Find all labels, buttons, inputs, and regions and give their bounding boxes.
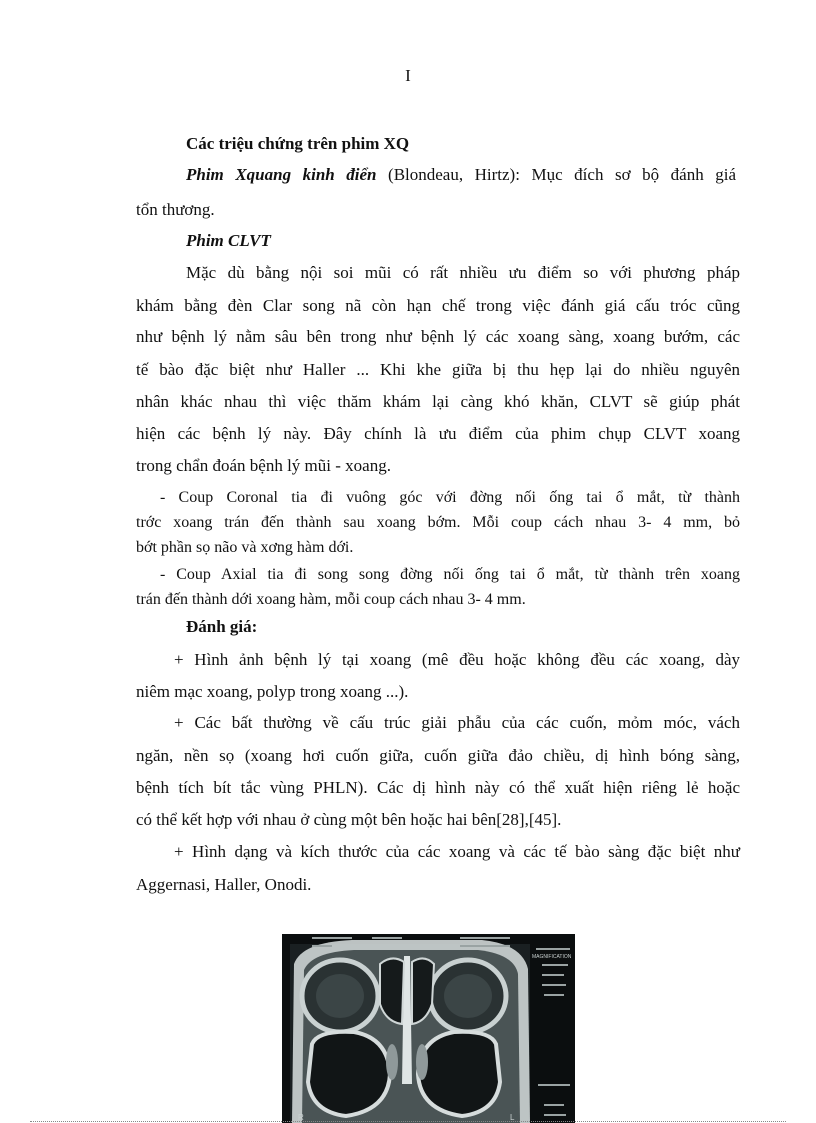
classic-xray-line	[186, 165, 736, 185]
paragraph-line: nhân khác nhau thì việc thăm khám lại càng khó khăn, CLVT sẽ giúp phát	[136, 392, 740, 411]
paragraph-line: tế bào đặc biệt như Haller ... Khi khe giữa bị thu hẹp lại do nhiều nguyên	[136, 360, 740, 379]
evaluation-line: bệnh tích bít tắc vùng PHLN). Các dị hình này có thể xuất hiện riêng lẻ hoặc	[136, 778, 740, 797]
paragraph-line: Mặc dù bằng nội soi mũi có rất nhiều ưu điểm so với phương pháp	[186, 263, 740, 282]
axial-line: - Coup Axial tia đi song song đờng nối ống tai ổ mắt, từ thành trên xoang	[160, 566, 740, 583]
ct-side-left-label: L	[510, 1113, 515, 1122]
ct-scan-image	[282, 934, 575, 1123]
section-heading: Các triệu chứng trên phim XQ	[186, 134, 410, 153]
paragraph-line: khám bằng đèn Clar song nã còn hạn chế trong việc đánh giá cấu tróc cũng	[136, 296, 740, 315]
classic-xray-text: (Blondeau, Hirtz): Mục đích sơ bộ đánh giá	[376, 165, 736, 184]
classic-xray-label: Phim Xquang kinh điển	[186, 165, 377, 184]
right-maxillary-sinus	[308, 1032, 390, 1116]
paragraph-line: trong chẩn đoán bệnh lý mũi - xoang.	[136, 456, 391, 475]
ct-side-right-label: R	[298, 1113, 304, 1122]
page-number: I	[405, 66, 411, 85]
coronal-line: - Coup Coronal tia đi vuông góc với đờng nối ống tai ổ mắt, từ thành	[160, 489, 740, 506]
coronal-line: bớt phần sọ não và xơng hàm dới.	[136, 539, 354, 556]
evaluation-line: có thể kết hợp với nhau ở cùng một bên hoặc hai bên[28],[45].	[136, 810, 562, 829]
evaluation-line: niêm mạc xoang, polyp trong xoang ...).	[136, 682, 409, 701]
ct-heading: Phim CLVT	[186, 231, 271, 250]
evaluation-line: + Các bất thường về cấu trúc giải phẫu của các cuốn, mỏm móc, vách	[174, 713, 740, 732]
classic-xray-line-2: tổn thương.	[136, 200, 215, 219]
axial-line: trán đến thành dới xoang hàm, mỗi coup cách nhau 3- 4 mm.	[136, 591, 526, 608]
ct-magnification-label: MAGNIFICATION	[532, 954, 572, 960]
paragraph-line: hiện các bệnh lý này. Đây chính là ưu điểm của phim chụp CLVT xoang	[136, 424, 740, 443]
evaluation-heading: Đánh giá:	[186, 617, 258, 636]
coronal-line: trớc xoang trán đến thành sau xoang bớm. Mỗi coup cách nhau 3- 4 mm, bỏ	[136, 514, 740, 531]
bottom-rule	[30, 1121, 786, 1122]
evaluation-line: + Hình dạng và kích thước của các xoang và các tế bào sàng đặc biệt như	[174, 842, 740, 861]
paragraph-line: như bệnh lý nằm sâu bên trong như bệnh lý các xoang sàng, xoang bướm, các	[136, 327, 740, 346]
evaluation-line: ngăn, nền sọ (xoang hơi cuốn giữa, cuốn giữa đảo chiều, dị hình bóng sàng,	[136, 746, 740, 765]
left-maxillary-sinus	[418, 1032, 500, 1116]
evaluation-line: + Hình ảnh bệnh lý tại xoang (mê đều hoặc không đều các xoang, dày	[174, 650, 740, 669]
evaluation-line: Aggernasi, Haller, Onodi.	[136, 875, 312, 894]
ct-scan-figure	[282, 934, 575, 1123]
